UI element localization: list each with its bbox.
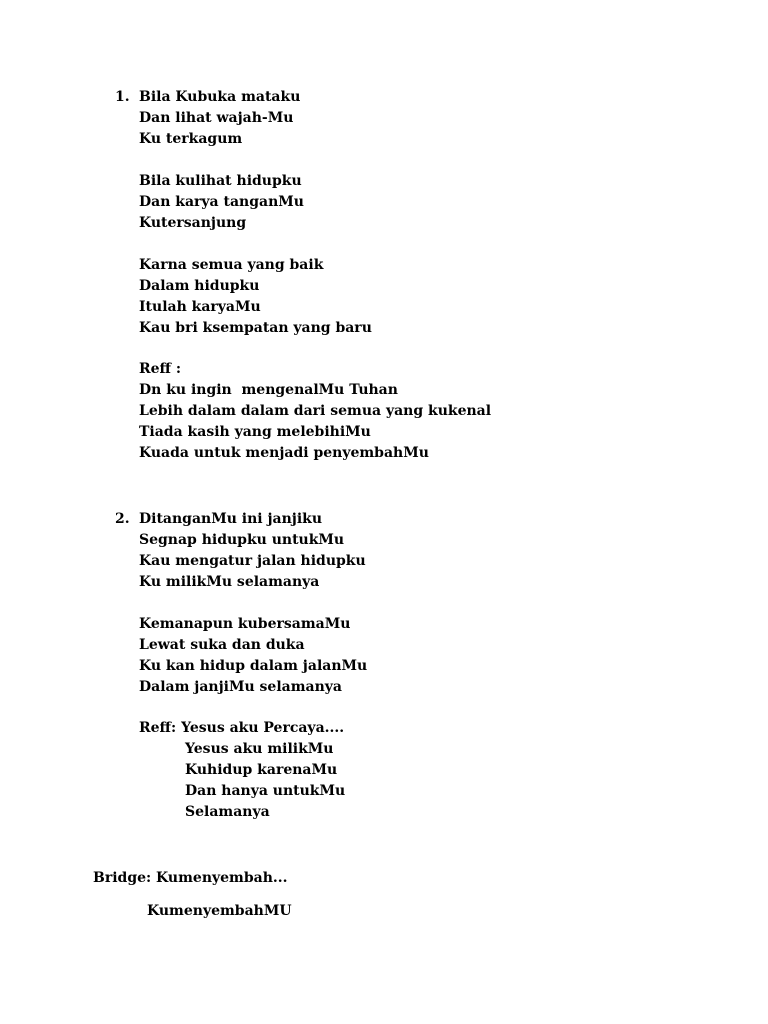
lyric-line: Selamanya <box>185 804 270 820</box>
lyric-line: Kau bri ksempatan yang baru <box>139 320 372 336</box>
lyric-line: Dalam janjiMu selamanya <box>139 679 342 695</box>
lyric-line: Lewat suka dan duka <box>139 637 305 653</box>
lyric-line: DitanganMu ini janjiku <box>139 511 323 527</box>
lyric-line: Kemanapun kubersamaMu <box>139 616 351 632</box>
bridge-label: Bridge: Kumenyembah... <box>93 870 288 886</box>
lyric-line: Dan karya tanganMu <box>139 194 304 210</box>
lyric-line: Segnap hidupku untukMu <box>139 532 345 548</box>
lyric-line: Ku milikMu selamanya <box>139 574 320 590</box>
reff-label: Reff: Yesus aku Percaya.... <box>139 720 345 736</box>
bridge-line: KumenyembahMU <box>147 903 292 919</box>
lyric-line: Dn ku ingin mengenalMu Tuhan <box>139 382 398 398</box>
lyric-line: Dalam hidupku <box>139 278 260 294</box>
lyric-line: Ku terkagum <box>139 131 243 147</box>
lyric-line: Lebih dalam dalam dari semua yang kukenal <box>139 403 492 419</box>
lyric-line: Kuada untuk menjadi penyembahMu <box>139 445 429 461</box>
lyric-line: Kuhidup karenaMu <box>185 762 338 778</box>
lyric-line: Bila Kubuka mataku <box>139 89 301 105</box>
lyric-line: Itulah karyaMu <box>139 299 261 315</box>
lyric-line: Kutersanjung <box>139 215 247 231</box>
lyric-line: Yesus aku milikMu <box>185 741 334 757</box>
lyric-line: Dan hanya untukMu <box>185 783 346 799</box>
reff-label: Reff : <box>139 361 182 377</box>
lyric-line: Ku kan hidup dalam jalanMu <box>139 658 368 674</box>
lyric-line: Dan lihat wajah-Mu <box>139 110 294 126</box>
lyric-line: Tiada kasih yang melebihiMu <box>139 424 371 440</box>
verse-1-number: 1. <box>115 89 130 105</box>
lyric-line: Kau mengatur jalan hidupku <box>139 553 366 569</box>
lyric-line: Karna semua yang baik <box>139 257 324 273</box>
verse-2-number: 2. <box>115 511 130 527</box>
lyric-line: Bila kulihat hidupku <box>139 173 302 189</box>
